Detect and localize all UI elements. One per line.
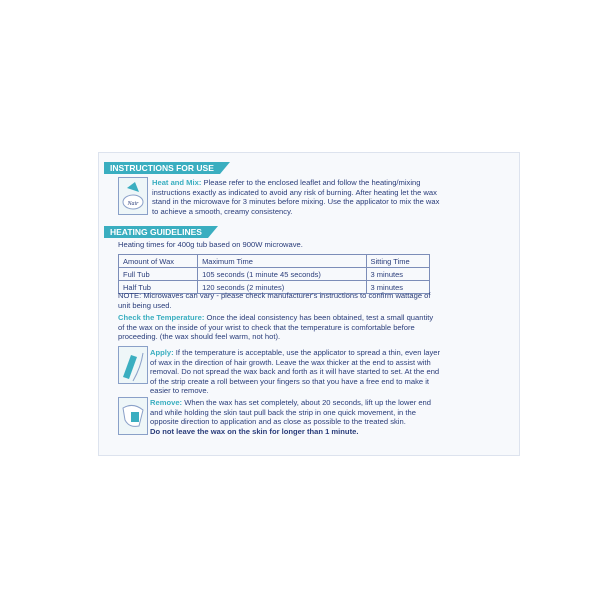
table-header-row: [119, 255, 430, 268]
remove-text: When the wax has set completely, about 20 seconds, lift up the lower end and while holding the skin taut pull back the strip in one quick movement, in the opposite direction to application and as close as possible to the treated skin.: [150, 398, 431, 427]
table-cell: 105 seconds (1 minute 45 seconds): [198, 268, 366, 281]
heating-table: [118, 254, 430, 294]
apply-section: [150, 348, 440, 396]
table-header: Sitting Time: [366, 255, 430, 268]
check-temp-text: Once the ideal consistency has been obtained, test a small quantity of the wax on the inside of your wrist to check that the temperature is comfortable before proceeding. (the wax should feel warm, not hot).: [118, 313, 434, 342]
instructions-heading: INSTRUCTIONS FOR USE: [104, 162, 220, 174]
check-temp-title: Check the Temperature:: [118, 313, 205, 322]
brand-label: Nair: [127, 201, 139, 207]
note-text: NOTE: Microwaves can vary - please check manufacturer's instructions to confirm wattage of unit being used.: [118, 291, 431, 310]
wax-tub-icon: [118, 177, 148, 215]
table-cell: 3 minutes: [366, 268, 430, 281]
remove-title: Remove:: [150, 398, 183, 407]
table-cell: 120 seconds (2 minutes): [198, 281, 366, 294]
table-header: Maximum Time: [198, 255, 366, 268]
table-cell: 3 minutes: [366, 281, 430, 294]
table-row: [119, 268, 430, 281]
table-cell: Full Tub: [119, 268, 198, 281]
heating-heading: HEATING GUIDELINES: [104, 226, 208, 238]
remove-illustration-icon: [118, 397, 148, 435]
table-header: Amount of Wax: [119, 255, 198, 268]
apply-text: If the temperature is acceptable, use the applicator to spread a thin, even layer of wax in the direction of hair growth. Leave the wax thicker at the end to assist with removal. Do not spread the wax back and forth as it will have started to set. At the end of the strip create a roll between your fingers so that you have a free end to make it easier to remove.: [150, 348, 440, 396]
heating-intro: Heating times for 400g tub based on 900W microwave.: [118, 240, 303, 249]
heat-mix-text: Please refer to the enclosed leaflet and follow the heating/mixing instructions exactly as indicated to avoid any risk of burning. After heating let the wax stand in the microwave for 3 minutes before mixing. Use the applicator to mix the wax to achieve a smooth, creamy consistency.: [152, 178, 440, 216]
check-temp-section: [118, 313, 438, 342]
apply-illustration-icon: [118, 346, 148, 384]
table-cell: Half Tub: [119, 281, 198, 294]
remove-section: [150, 398, 440, 436]
heat-mix-title: Heat and Mix:: [152, 178, 202, 187]
heat-mix-section: [152, 178, 442, 216]
remove-warning: Do not leave the wax on the skin for longer than 1 minute.: [150, 426, 359, 436]
apply-title: Apply:: [150, 348, 174, 357]
